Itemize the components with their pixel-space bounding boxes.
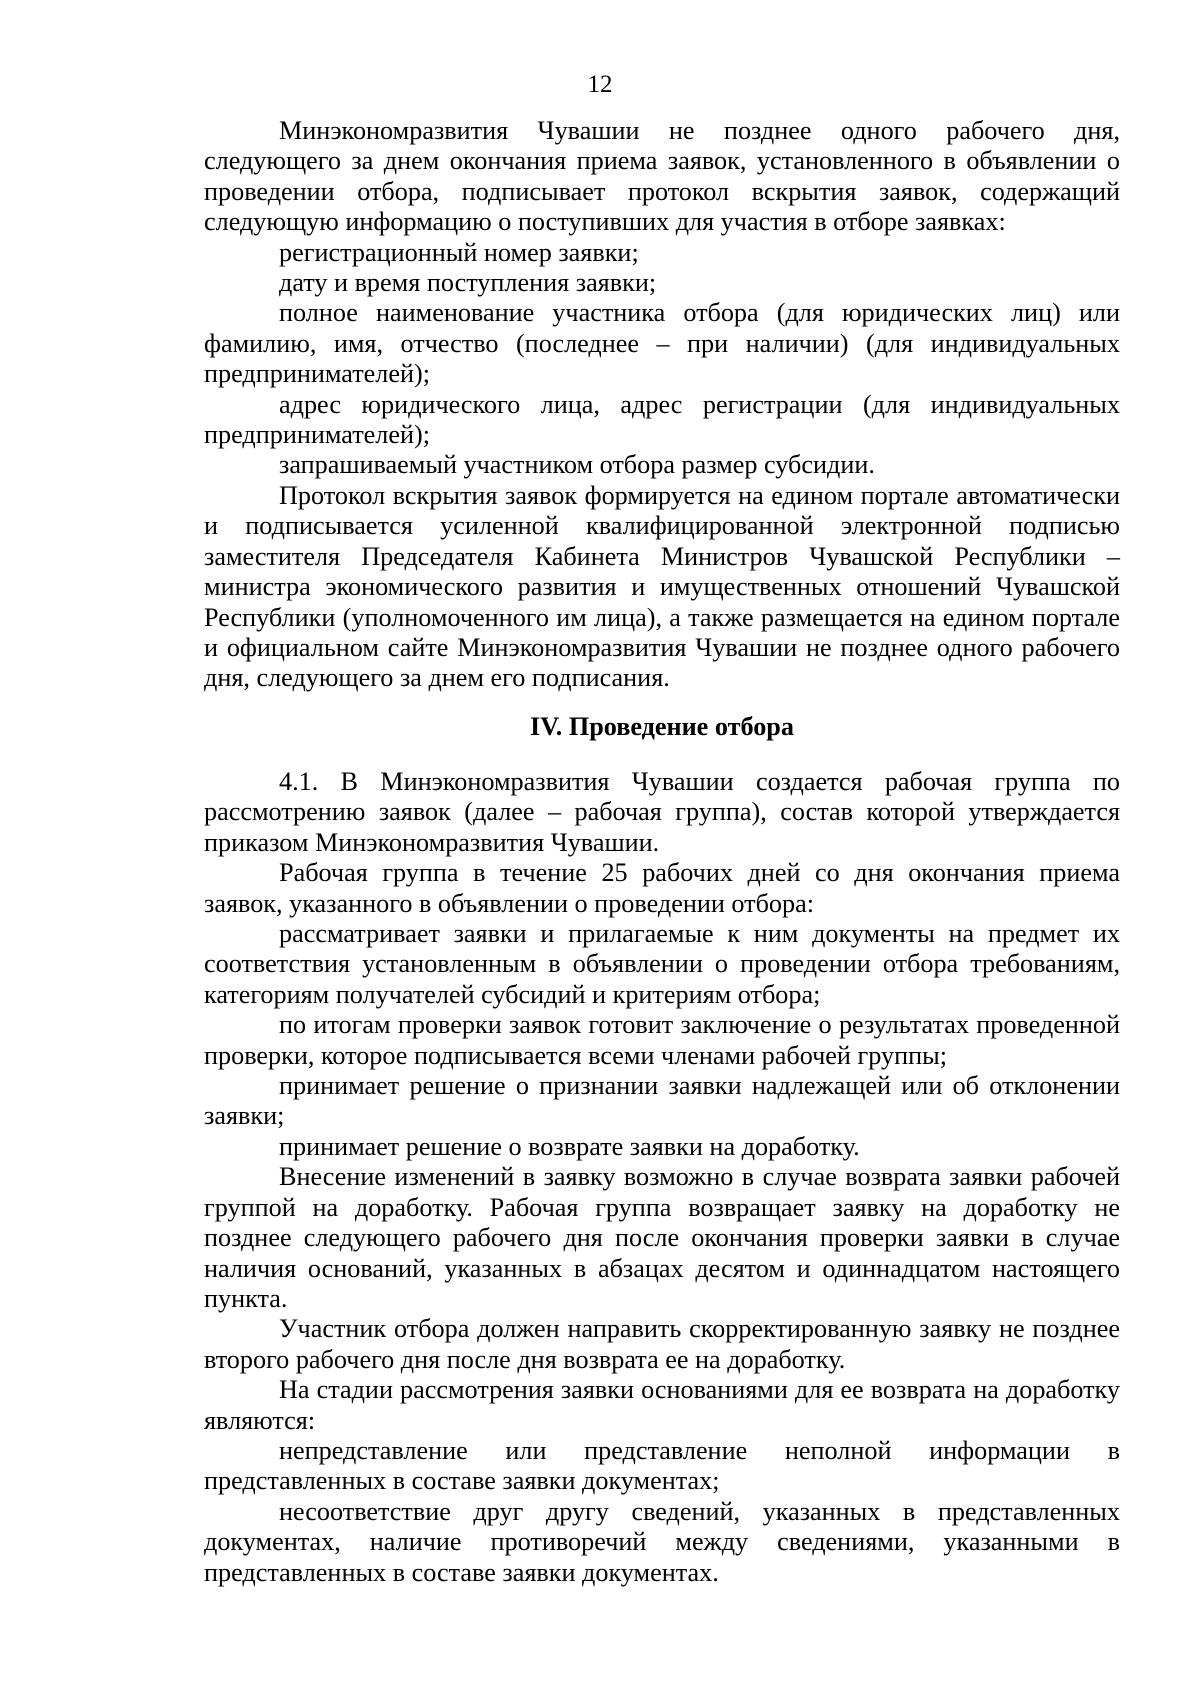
paragraph: принимает решение о возврате заявки на доработку. xyxy=(279,1131,860,1161)
section-heading: IV. Проведение отбора xyxy=(530,712,794,741)
paragraph: регистрационный номер заявки; xyxy=(279,237,639,267)
text-block-protocol xyxy=(204,116,1120,694)
paragraph: Участник отбора должен направить скорректированную заявку не позднее второго рабочего дня после дня возврата ее на доработку. xyxy=(204,1314,1120,1374)
paragraph: Протокол вскрытия заявок формируется на едином портале автоматически и подписывается усиленной квалифицированной электронной подписью заместителя Председателя Кабинета Министров Чувашской Республики – министра экономического развития и имущественных отношений Чувашской Республики (уполномоченного им лица), а также размещается на едином портале и официальном сайте Минэкономразвития Чувашии не позднее одного рабочего дня, следующего за днем его подписания. xyxy=(204,480,1120,693)
paragraph: На стадии рассмотрения заявки основаниями для ее возврата на доработку являются: xyxy=(204,1375,1120,1435)
paragraph: по итогам проверки заявок готовит заключение о результатах проведенной проверки, которое подписывается всеми членами рабочей группы; xyxy=(204,1010,1120,1070)
paragraph: несоответствие друг другу сведений, указанных в представленных документах, наличие противоречий между сведениями, указанными в представленных в составе заявки документах. xyxy=(204,1496,1120,1587)
paragraph: непредставление или представление неполной информации в представленных в составе заявки документах; xyxy=(204,1435,1120,1496)
paragraph: Минэкономразвития Чувашии не позднее одного рабочего дня, следующего за днем окончания приема заявок, установленного в объявлении о проведении отбора, подписывает протокол вскрытия заявок, содержащий следующую информацию о поступивших для участия в отборе заявках: xyxy=(204,116,1120,237)
paragraph: дату и время поступления заявки; xyxy=(279,268,657,298)
paragraph: Рабочая группа в течение 25 рабочих дней со дня окончания приема заявок, указанного в объявлении о проведении отбора: xyxy=(204,858,1120,918)
text-block-selection xyxy=(204,767,1120,1588)
paragraph: рассматривает заявки и прилагаемые к ним документы на предмет их соответствия установленным в объявлении о проведении отбора требованиям, категориям получателей субсидий и критериям отбора; xyxy=(204,919,1120,1009)
paragraph: полное наименование участника отбора (для юридических лиц) или фамилию, имя, отчество (последнее – при наличии) (для индивидуальных предпринимателей); xyxy=(204,298,1120,389)
page-number: 12 xyxy=(587,71,613,98)
paragraph: адрес юридического лица, адрес регистрации (для индивидуальных предпринимателей); xyxy=(204,389,1120,450)
paragraph: запрашиваемый участником отбора размер субсидии. xyxy=(279,450,875,480)
paragraph: 4.1. В Минэкономразвития Чувашии создается рабочая группа по рассмотрению заявок (далее – рабочая группа), состав которой утверждается приказом Минэкономразвития Чувашии. xyxy=(204,767,1120,857)
paragraph: Внесение изменений в заявку возможно в случае возврата заявки рабочей группой на доработку. Рабочая группа возвращает заявку на доработку не позднее следующего рабочего дня после окончания проверки заявки в случае наличия оснований, указанных в абзацах десятом и одиннадцатом настоящего пункта. xyxy=(204,1162,1120,1313)
paragraph: принимает решение о признании заявки надлежащей или об отклонении заявки; xyxy=(204,1071,1120,1131)
